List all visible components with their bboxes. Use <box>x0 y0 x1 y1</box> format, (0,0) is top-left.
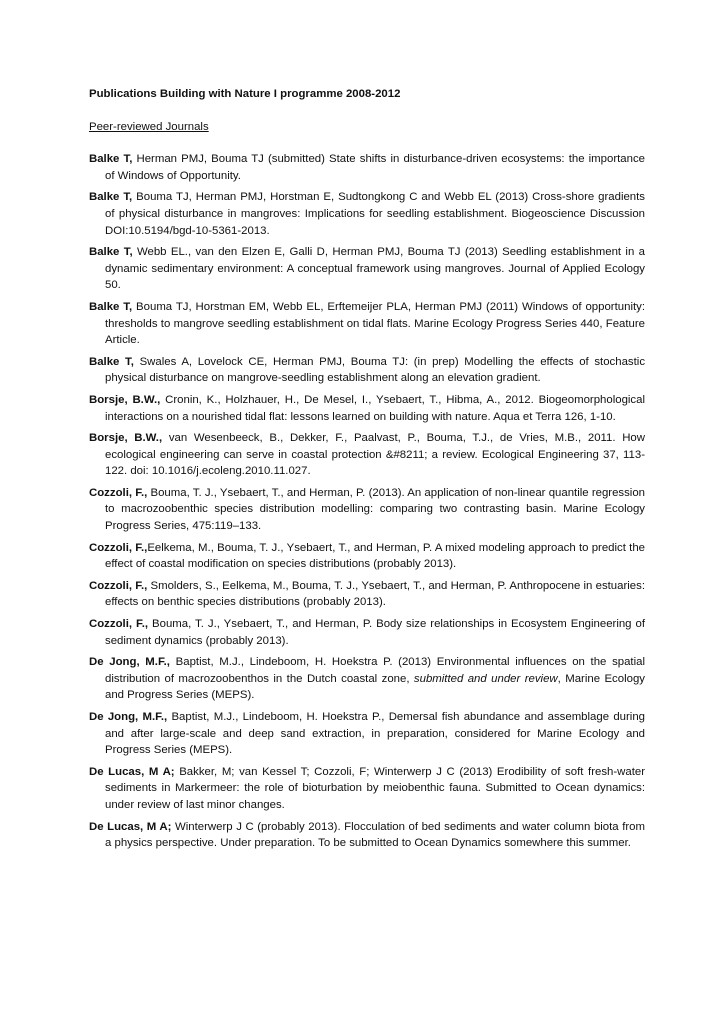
document-title: Publications Building with Nature I programme 2008-2012 <box>89 88 401 100</box>
reference-text: Bouma TJ, Horstman EM, Webb EL, Erftemeijer PLA, Herman PMJ (2011) Windows of opportunity: thresholds to mangrove seedling establishment on tidal flats. Marine Ecology Progress Series 440, Feature Article. <box>105 300 645 347</box>
reference-entry <box>89 151 645 184</box>
reference-text: Winterwerp J C (probably 2013). Flocculation of bed sediments and water column biota from a physics perspective. Under preparation. To be submitted to Ocean Dynamics somewhere this summer. <box>105 820 645 850</box>
reference-text: Bouma, T. J., Ysebaert, T., and Herman, P. Body size relationships in Ecosystem Engineering of sediment dynamics (probably 2013). <box>105 618 645 647</box>
reference-text: Baptist, M.J., Lindeboom, H. Hoekstra P. (2013) Environmental influences on the spatial distribution of macrozoobenthos in the Dutch coastal zone, <box>105 656 645 685</box>
reference-text-continued: , Marine Ecology and Progress Series (MEPS). <box>105 672 645 702</box>
reference-text: Herman PMJ, Bouma TJ (submitted) State shifts in disturbance-driven ecosystems: the importance of Windows of Opportunity. <box>105 153 645 182</box>
reference-author: De Jong, M.F., <box>89 711 168 723</box>
reference-entry <box>89 354 645 387</box>
reference-author: De Lucas, M A; <box>89 820 172 833</box>
reference-author: Borsje, B.W., <box>89 432 163 445</box>
reference-text: Smolders, S., Eelkema, M., Bouma, T. J., Ysebaert, T., and Herman, P. Anthropocene in estuaries: effects on benthic species distributions (probably 2013). <box>105 579 645 609</box>
reference-author: Balke T, <box>89 191 133 204</box>
reference-author: De Jong, M.F., <box>89 656 170 669</box>
reference-author: Borsje, B.W., <box>89 393 161 406</box>
document-page <box>89 86 645 857</box>
reference-author: Cozzoli, F., <box>89 541 148 554</box>
section-heading: Peer-reviewed Journals <box>89 120 209 133</box>
reference-entry <box>89 616 645 649</box>
reference-entry <box>89 819 645 852</box>
reference-entry <box>89 244 645 294</box>
reference-entry <box>89 392 645 425</box>
reference-entry <box>89 485 645 535</box>
reference-text: Baptist, M.J., Lindeboom, H. Hoekstra P., Demersal fish abundance and assemblage during and after large-scale and deep sand extraction, in preparation, considered for Marine Ecology and Progress Series (MEPS). <box>105 711 645 757</box>
reference-author: Cozzoli, F., <box>89 618 149 631</box>
reference-entry <box>89 578 645 611</box>
reference-entry <box>89 764 645 814</box>
reference-status-italic: submitted and under review <box>413 672 558 685</box>
reference-text: Bouma, T. J., Ysebaert, T., and Herman, P. (2013). An application of non-linear quantile regression to macrozoobenthic species distribution modelling: comparing two contrasting basin. Marine Ecology Progress Series, 475:119–133. <box>105 486 646 533</box>
reference-author: Balke T, <box>89 355 134 368</box>
reference-text: Webb EL., van den Elzen E, Galli D, Herman PMJ, Bouma TJ (2013) Seedling establishment in a dynamic sedimentary environment: A conceptual framework using mangroves. Journal of Applied Ecology 50. <box>105 246 645 292</box>
reference-author: Balke T, <box>89 300 133 313</box>
reference-text: Cronin, K., Holzhauer, H., De Mesel, I., Ysebaert, T., Hibma, A., 2012. Biogeomorphological interactions on a nourished tidal flat: lessons learned on building with nature. Aqua et Terra 126, 1-10. <box>105 393 645 423</box>
reference-entry <box>89 709 645 759</box>
reference-entry <box>89 540 645 573</box>
reference-text: Eelkema, M., Bouma, T. J., Ysebaert, T., and Herman, P. A mixed modeling approach to predict the effect of coastal modification on species distributions (probably 2013). <box>105 541 645 571</box>
reference-text: Bouma TJ, Herman PMJ, Horstman E, Sudtongkong C and Webb EL (2013) Cross-shore gradients of physical disturbance in mangroves: Implications for seedling establishment. Biogeoscience Discussion DOI:10.5194/bgd-10-5361-2013. <box>105 191 645 237</box>
reference-text: Bakker, M; van Kessel T; Cozzoli, F; Winterwerp J C (2013) Erodibility of soft fresh-water sediments in Markermeer: the role of bioturbation by meiobenthic fauna. Submitted to Ocean dynamics: under review of last minor changes. <box>105 765 645 811</box>
reference-author: Balke T, <box>89 246 133 259</box>
reference-entry <box>89 299 645 349</box>
reference-author: Cozzoli, F., <box>89 579 148 592</box>
reference-author: Balke T, <box>89 153 133 166</box>
reference-entry <box>89 430 645 480</box>
reference-author: Cozzoli, F., <box>89 486 148 499</box>
reference-entry <box>89 189 645 239</box>
reference-entry <box>89 654 645 704</box>
reference-text: Swales A, Lovelock CE, Herman PMJ, Bouma TJ: (in prep) Modelling the effects of stochastic physical disturbance on mangrove-seedling establishment along an elevation gradient. <box>105 355 646 385</box>
reference-text: van Wesenbeeck, B., Dekker, F., Paalvast, P., Bouma, T.J., de Vries, M.B., 2011. How ecological engineering can serve in coastal protection &#8211; a review. Ecological Engineering 37, 113-122. doi: 10.1016/j.ecoleng.2010.11.027. <box>105 432 645 478</box>
reference-author: De Lucas, M A; <box>89 765 175 778</box>
